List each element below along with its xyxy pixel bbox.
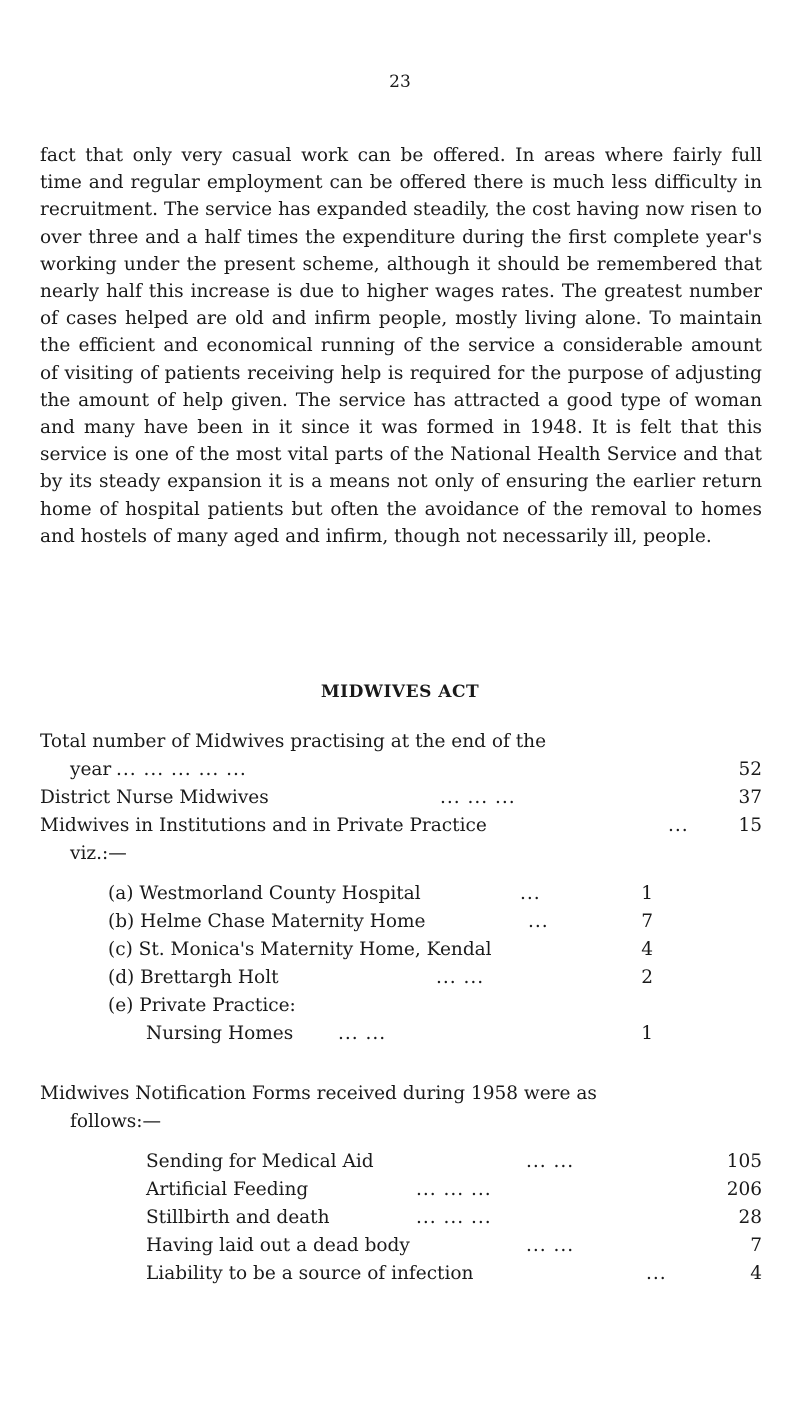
- notifications-intro: Midwives Notification Forms received during 1958 were as: [40, 1083, 597, 1104]
- breakdown-row: [108, 880, 653, 908]
- notification-label: Sending for Medical Aid: [146, 1151, 374, 1172]
- notifications-intro-cont: follows:—: [70, 1111, 162, 1132]
- notification-value: 28: [738, 1207, 762, 1228]
- leader-dots: ... ... ... ... ...: [116, 759, 247, 780]
- leader-dots: ...: [668, 815, 689, 836]
- breakdown-label: (e) Private Practice:: [108, 995, 296, 1016]
- breakdown-label: (d) Brettargh Holt: [108, 967, 279, 988]
- total-midwives-label: Total number of Midwives practising at the end of the: [40, 731, 547, 752]
- notification-row: [146, 1204, 762, 1232]
- breakdown-value: 1: [641, 883, 653, 904]
- breakdown-label: (a) Westmorland County Hospital: [108, 883, 421, 904]
- institutions-value: 15: [738, 815, 762, 836]
- total-midwives-value: 52: [738, 759, 762, 780]
- notification-label: Artificial Feeding: [146, 1179, 309, 1200]
- leader-dots: ...: [646, 1263, 667, 1284]
- breakdown-label: (c) St. Monica's Maternity Home, Kendal: [108, 939, 492, 960]
- body-paragraph: fact that only very casual work can be offered. In areas where fairly full time and regular employment can be offered there is much less difficulty in recruitment. The service has expanded steadily, the cost having now risen to over three and a half times the expenditure during the first complete year's working under the present scheme, although it should be remembered that nearly half this increase is due to higher wages rates. The greatest number of cases helped are old and infirm people, mostly living alone. To maintain the efficient and economical running of the service a considerable amount of visiting of patients receiving help is required for the purpose of adjusting the amount of help given. The service has attracted a good type of woman and many have been in it since it was formed in 1948. It is felt that this service is one of the most vital parts of the National Health Service and that by its steady expansion it is a means not only of ensuring the earlier return home of hospital patients but often the avoidance of the removal to homes and hostels of many aged and infirm, though not necessarily ill, people.: [40, 145, 762, 547]
- notification-value: 206: [726, 1179, 762, 1200]
- leader-dots: ... ...: [436, 967, 485, 988]
- leader-dots: ...: [520, 883, 541, 904]
- institutions-label: Midwives in Institutions and in Private Practice: [40, 815, 487, 836]
- notification-label: Stillbirth and death: [146, 1207, 330, 1228]
- notification-row: [146, 1232, 762, 1260]
- breakdown-label: (b) Helme Chase Maternity Home: [108, 911, 426, 932]
- district-nurse-value: 37: [738, 787, 762, 808]
- section-heading: MIDWIVES ACT: [320, 682, 480, 702]
- page-number: 23: [389, 72, 411, 92]
- breakdown-row: [108, 908, 653, 936]
- viz-label: viz.:—: [70, 843, 127, 864]
- leader-dots: ... ... ...: [440, 787, 516, 808]
- breakdown-label: Nursing Homes: [146, 1023, 294, 1044]
- breakdown-value: 7: [641, 911, 653, 932]
- notification-value: 4: [750, 1263, 762, 1284]
- leader-dots: ... ...: [526, 1235, 575, 1256]
- notification-value: 105: [726, 1151, 762, 1172]
- total-midwives-label-cont: year: [70, 759, 112, 780]
- leader-dots: ... ... ...: [416, 1179, 492, 1200]
- breakdown-value: 4: [641, 939, 653, 960]
- district-nurse-row: [40, 784, 762, 812]
- notification-value: 7: [750, 1235, 762, 1256]
- leader-dots: ...: [528, 911, 549, 932]
- breakdown-value: 2: [641, 967, 653, 988]
- notification-row: [146, 1176, 762, 1204]
- district-nurse-label: District Nurse Midwives: [40, 787, 269, 808]
- institutions-row: [40, 812, 762, 840]
- breakdown-row: [146, 1020, 653, 1048]
- notification-label: Liability to be a source of infection: [146, 1263, 474, 1284]
- breakdown-row: [108, 992, 653, 1020]
- leader-dots: ... ...: [526, 1151, 575, 1172]
- breakdown-row: [108, 936, 653, 964]
- breakdown-row: [108, 964, 653, 992]
- breakdown-value: 1: [641, 1023, 653, 1044]
- leader-dots: ... ...: [338, 1023, 387, 1044]
- leader-dots: ... ... ...: [416, 1207, 492, 1228]
- notification-row: [146, 1148, 762, 1176]
- notification-row: [146, 1260, 762, 1288]
- notification-label: Having laid out a dead body: [146, 1235, 410, 1256]
- total-midwives-row: [70, 756, 762, 784]
